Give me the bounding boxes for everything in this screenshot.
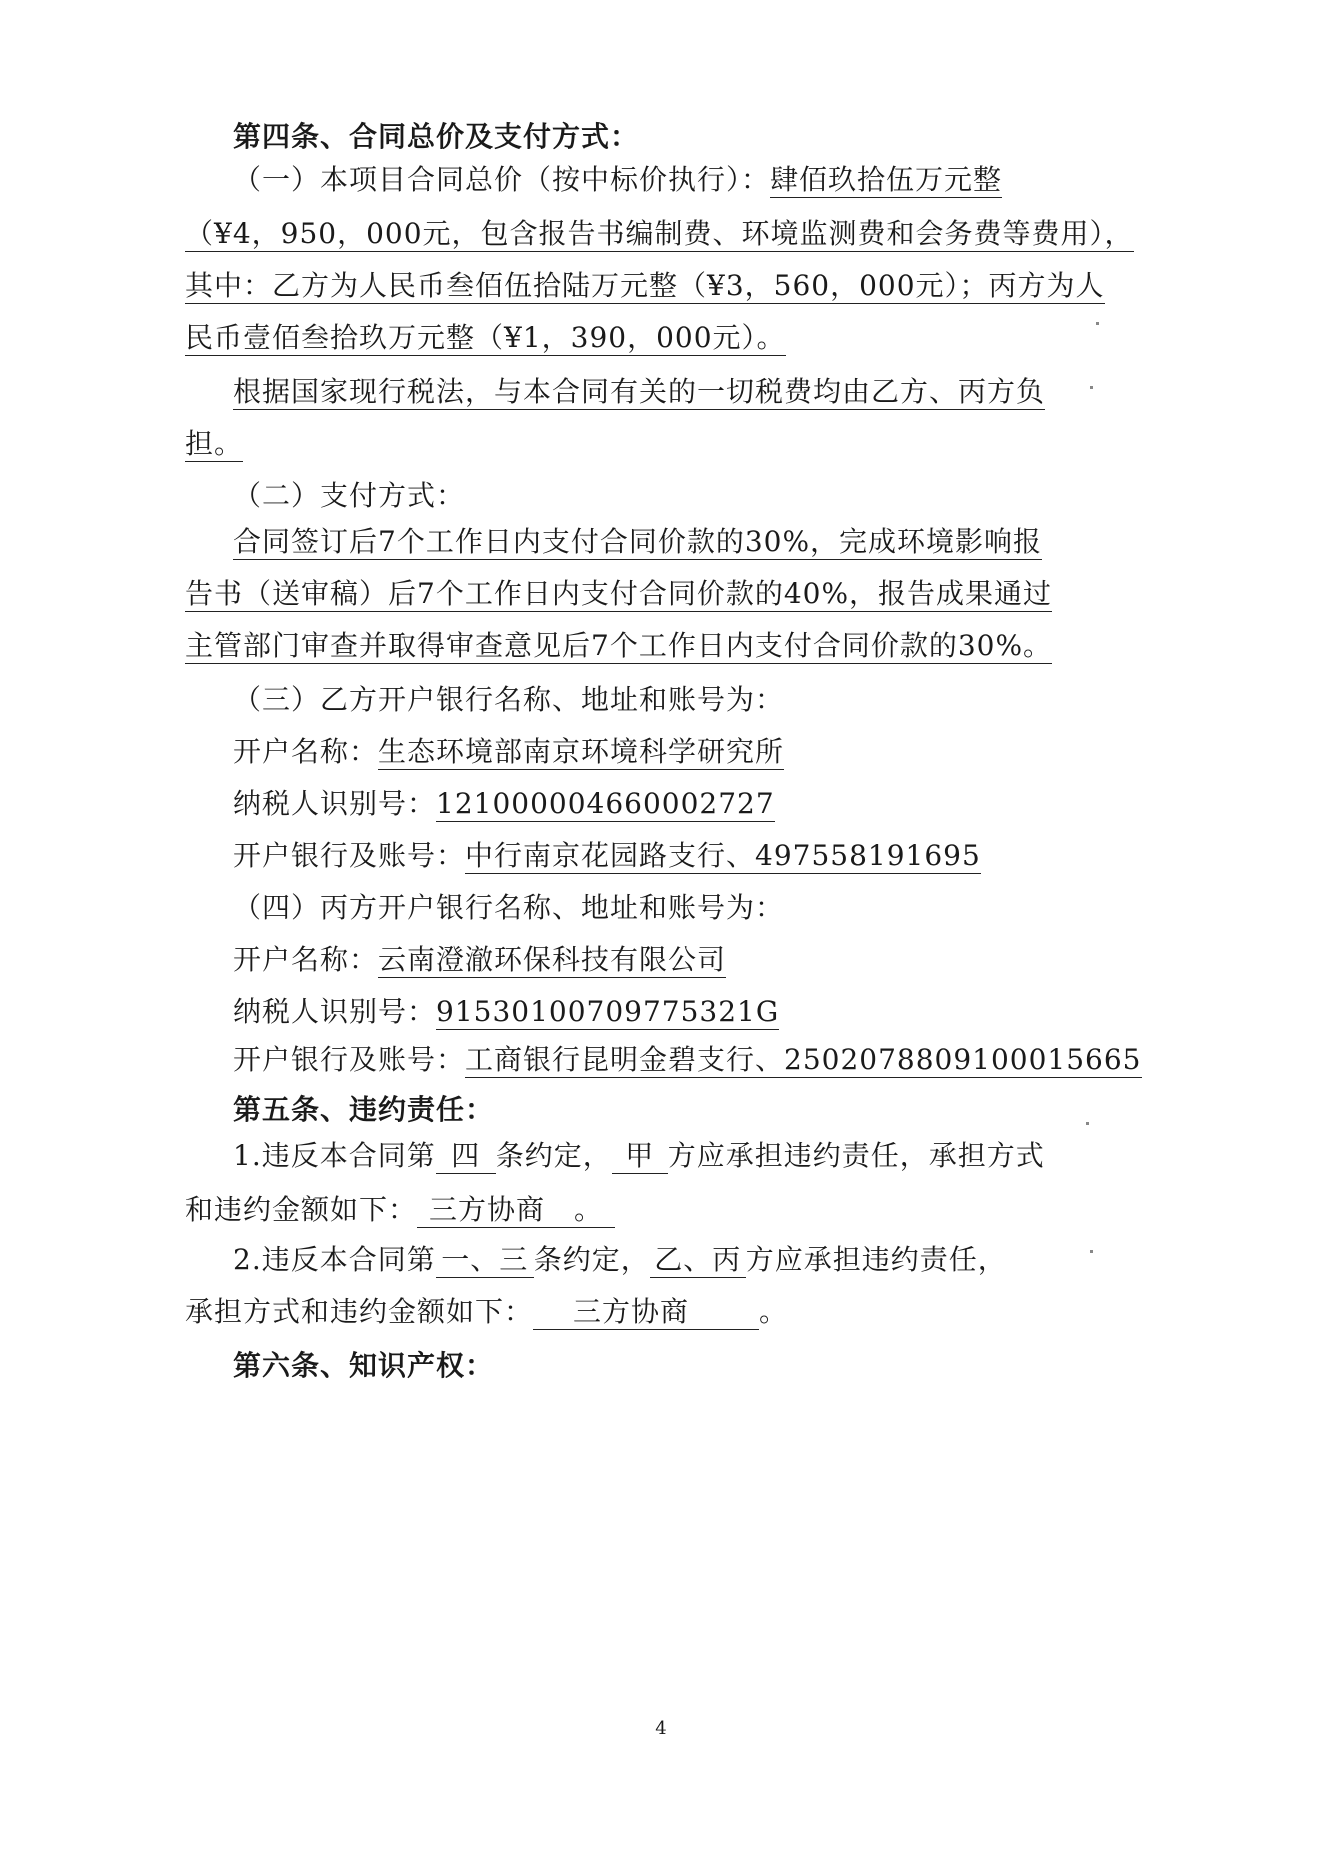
payment-text-3: 主管部门审查并取得审查意见后7个工作日内支付合同价款的30%。 xyxy=(185,629,1053,662)
party-c-tax-id-label: 纳税人识别号： xyxy=(233,995,437,1028)
party-b-account-name-value: 生态环境部南京环境科学研究所 xyxy=(378,735,785,768)
party-b-tax-id-value: 121000004660002727 xyxy=(436,787,775,820)
breach-1-line-1 xyxy=(233,1136,1045,1176)
party-b-account-name-label: 开户名称： xyxy=(233,735,379,768)
party-b-tax-id-label: 纳税人识别号： xyxy=(233,787,437,820)
party-c-bank-account-value: 工商银行昆明金碧支行、2502078809100015665 xyxy=(465,1043,1142,1076)
payment-line-2 xyxy=(185,574,1052,614)
page-number: 4 xyxy=(655,1718,667,1739)
article-4-title: 第四条、合同总价及支付方式： xyxy=(233,120,640,153)
total-price-party-c: 民币壹佰叁拾玖万元整（¥1，390，000元）。 xyxy=(185,321,786,354)
breach-2-text-4: 承担方式和违约金额如下： xyxy=(185,1295,534,1328)
breach-2-text-1: 2.违反本合同第 xyxy=(233,1243,436,1276)
party-b-account-name xyxy=(233,732,784,772)
article-5-title: 第五条、违约责任： xyxy=(233,1093,495,1126)
party-c-tax-id xyxy=(233,992,779,1032)
payment-line-3 xyxy=(185,626,1052,666)
total-price-line-2 xyxy=(185,214,1134,254)
party-c-account-name xyxy=(233,940,726,980)
breach-2-party-blank: 乙、丙 xyxy=(650,1243,746,1278)
payment-text-2: 告书（送审稿）后7个工作日内支付合同价款的40%，报告成果通过 xyxy=(185,577,1053,610)
tax-line-1 xyxy=(233,372,1045,412)
total-price-lead: （一）本项目合同总价（按中标价执行）： xyxy=(233,163,771,196)
article-6-title: 第六条、知识产权： xyxy=(233,1349,495,1382)
breach-2-line-2 xyxy=(185,1292,788,1332)
payment-title: （二）支付方式： xyxy=(233,479,466,512)
total-price-detail: （¥4，950，000元，包含报告书编制费、环境监测费和会务费等费用）， xyxy=(185,217,1134,250)
breach-2-article-blank: 一、三 xyxy=(436,1243,534,1278)
scan-speck xyxy=(1090,1250,1093,1253)
breach-1-text-1: 1.违反本合同第 xyxy=(233,1139,436,1172)
scan-speck xyxy=(1086,1122,1089,1125)
breach-1-text-2: 条约定， xyxy=(495,1139,612,1172)
breach-1-text-3: 方应承担违约责任，承担方式 xyxy=(667,1139,1045,1172)
party-c-bank-title: （四）丙方开户银行名称、地址和账号为： xyxy=(233,891,785,924)
tax-text-2: 担。 xyxy=(185,427,244,460)
party-c-bank-account xyxy=(233,1040,1142,1080)
breach-1-text-4: 和违约金额如下： xyxy=(185,1193,418,1226)
breach-2-text-2: 条约定， xyxy=(533,1243,650,1276)
tax-text-1: 根据国家现行税法，与本合同有关的一切税费均由乙方、丙方负 xyxy=(233,375,1046,408)
total-price-amount: 肆佰玖拾伍万元整 xyxy=(770,163,1003,196)
breach-2-line-1 xyxy=(233,1240,1007,1280)
total-price-line-3 xyxy=(185,266,1105,306)
breach-2-method-blank: 三方协商 xyxy=(533,1295,759,1330)
party-b-bank-account-label: 开户银行及账号： xyxy=(233,839,466,872)
total-price-line-4 xyxy=(185,318,786,358)
party-b-bank-title: （三）乙方开户银行名称、地址和账号为： xyxy=(233,683,785,716)
total-price-party-b: 其中：乙方为人民币叁佰伍拾陆万元整（¥3，560，000元）；丙方为人 xyxy=(185,269,1105,302)
breach-2-text-5: 。 xyxy=(759,1295,789,1328)
party-c-tax-id-value: 91530100709775321G xyxy=(436,995,780,1028)
party-b-bank-account xyxy=(233,836,981,876)
breach-1-party-blank: 甲 xyxy=(612,1139,668,1174)
party-c-account-name-label: 开户名称： xyxy=(233,943,379,976)
payment-line-1 xyxy=(233,522,1042,562)
total-price-line-1 xyxy=(233,160,1002,200)
breach-1-article-blank: 四 xyxy=(436,1139,496,1174)
scan-speck xyxy=(1096,322,1099,325)
tax-line-2 xyxy=(185,424,243,464)
party-c-bank-account-label: 开户银行及账号： xyxy=(233,1043,466,1076)
party-c-account-name-value: 云南澄澈环保科技有限公司 xyxy=(378,943,727,976)
party-b-tax-id xyxy=(233,784,775,824)
party-b-bank-account-value: 中行南京花园路支行、497558191695 xyxy=(465,839,981,872)
payment-text-1: 合同签订后7个工作日内支付合同价款的30%，完成环境影响报 xyxy=(233,525,1043,558)
scan-speck xyxy=(1090,386,1093,389)
breach-2-text-3: 方应承担违约责任， xyxy=(745,1243,1007,1276)
breach-1-line-2 xyxy=(185,1190,615,1230)
breach-1-method-blank: 三方协商 。 xyxy=(417,1193,615,1228)
